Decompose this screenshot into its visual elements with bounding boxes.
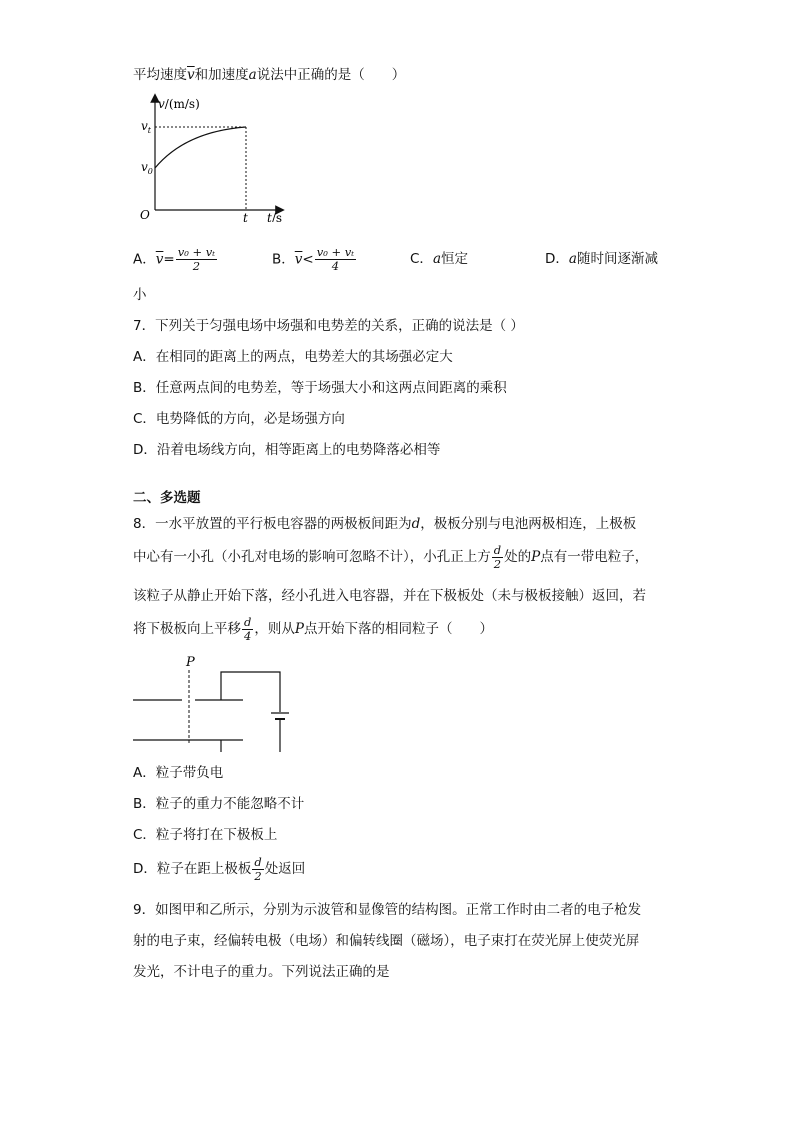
- q6-option-d-wrap: 小: [133, 287, 147, 303]
- vt-label: $v_t$: [141, 119, 151, 135]
- q6-option-c: C．a恒定: [410, 251, 468, 267]
- q7-option-c: C．电势降低的方向，必是场强方向: [133, 411, 345, 427]
- q9-line1: 9．如图甲和乙所示，分别为示波管和显像管的结构图。正常工作时由二者的电子枪发: [133, 902, 642, 918]
- q7-option-b: B．任意两点间的电势差，等于场强大小和这两点间距离的乘积: [133, 380, 507, 396]
- upper-wire: [221, 672, 280, 712]
- section-title: 二、多选题: [133, 490, 201, 506]
- q7-option-a: A．在相同的距离上的两点，电势差大的其场强必定大: [133, 349, 453, 365]
- q8-option-b: B．粒子的重力不能忽略不计: [133, 796, 305, 812]
- q7-option-d: D．沿着电场线方向，相等距离上的电势降落必相等: [133, 442, 441, 458]
- q8-option-c: C．粒子将打在下极板上: [133, 827, 278, 843]
- q8-line1: 8．一水平放置的平行板电容器的两极板间距为d，极板分别与电池两极相连，上极板: [133, 516, 637, 532]
- capacitor-diagram: [130, 652, 300, 752]
- origin-label: O: [140, 208, 150, 222]
- point-p-label: P: [186, 655, 195, 670]
- x-axis-label: t/s: [267, 211, 283, 222]
- lower-wire: [221, 720, 280, 752]
- q6-option-b: B．$\overline{v}<$ $\frac{\text{v₀ + vₜ}}{4}$: [272, 245, 355, 273]
- q8-line3: 该粒子从静止开始下落，经小孔进入电容器，并在下极板处（未与极板接触）返回，若: [133, 588, 646, 604]
- q6-stem: 平均速度$\overline{v}$和加速度a说法中正确的是（ ）: [133, 67, 406, 83]
- t-label: t: [243, 211, 248, 222]
- q8-line4: 将下极板向上平移 $\frac{d}{4}$ ，则从P点开始下落的相同粒子（ ）: [133, 614, 493, 643]
- q8-line2: 中心有一小孔（小孔对电场的影响可忽略不计），小孔正上方 $\frac{d}{2}$ 处的P点有一带电粒子，: [133, 542, 649, 571]
- q8-option-a: A．粒子带负电: [133, 765, 224, 781]
- q9-line2: 射的电子束，经偏转电极（电场）和偏转线圈（磁场），电子束打在荧光屏上使荧光屏: [133, 933, 640, 949]
- vt-graph: [130, 92, 290, 222]
- q9-line3: 发光，不计电子的重力。下列说法正确的是: [133, 964, 390, 980]
- svg-text:v/(m/s): v/(m/s): [158, 97, 200, 111]
- q6-option-d: D．a随时间逐渐减: [545, 251, 658, 267]
- vbar-symbol: $\overline{v}$: [187, 67, 195, 83]
- v0-label: $v_0$: [141, 160, 153, 176]
- velocity-curve: [155, 127, 246, 168]
- q6-option-a: A．$\overline{v}=$ $\frac{\text{v₀ + vₜ}}{2}$: [133, 245, 216, 273]
- q8-option-d: D．粒子在距上极板 $\frac{d}{2}$ 处返回: [133, 854, 306, 883]
- q7-stem: 7．下列关于匀强电场中场强和电势差的关系，正确的说法是（ ）: [133, 318, 524, 334]
